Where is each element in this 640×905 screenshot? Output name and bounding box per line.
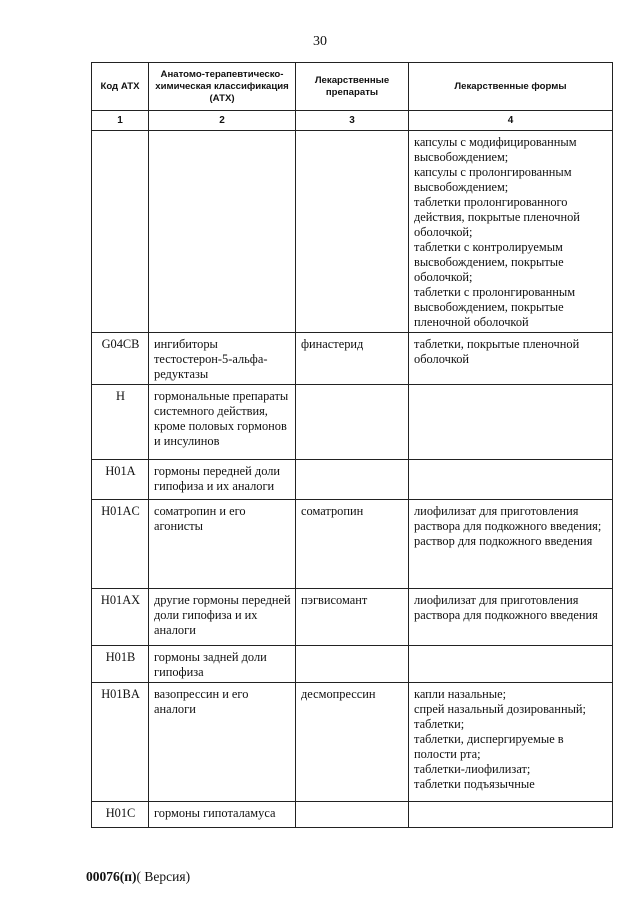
cell-atc-code [92, 131, 149, 333]
cell-drug-name: пэгвисомант [296, 589, 409, 646]
table-row [92, 802, 613, 828]
cell-atc-classification [149, 131, 296, 333]
cell-drug-name: соматропин [296, 500, 409, 589]
footer-document-code: 00076(п) [86, 869, 137, 884]
cell-atc-classification [149, 589, 296, 646]
cell-atc-code: H01C [92, 802, 149, 828]
footer [86, 869, 190, 885]
cell-atc-code: H [92, 385, 149, 460]
column-number: 4 [409, 111, 613, 131]
atc-classification-text: гормоны гипоталамуса [154, 806, 276, 820]
cell-atc-code: G04CB [92, 333, 149, 385]
table-row [92, 131, 613, 333]
dosage-form-item: лиофилизат для приготовления раствора для подкожного введения [414, 593, 598, 622]
dosage-form-item: таблетки, диспергируемые в полости рта; [414, 732, 564, 761]
cell-atc-code: H01B [92, 646, 149, 683]
dosage-form-item: капсулы с пролонгированным высвобождением; [414, 165, 572, 194]
cell-atc-code: H01BA [92, 683, 149, 802]
cell-atc-code: H01A [92, 460, 149, 500]
footer-version: ( Версия) [136, 869, 191, 884]
cell-dosage-forms [409, 460, 613, 500]
table-row [92, 500, 613, 589]
table-body [92, 131, 613, 828]
atc-classification-text: ингибиторы тестостерон-5-альфа-редуктазы [154, 337, 268, 381]
table-row [92, 460, 613, 500]
table-row [92, 683, 613, 802]
cell-atc-classification [149, 646, 296, 683]
cell-drug-name [296, 802, 409, 828]
atc-classification-text: гормоны задней доли гипофиза [154, 650, 267, 679]
atc-classification-text: вазопрессин и его аналоги [154, 687, 249, 716]
cell-dosage-forms [409, 646, 613, 683]
cell-atc-code: H01AC [92, 500, 149, 589]
cell-dosage-forms [409, 683, 613, 802]
dosage-form-item: таблетки пролонгированного действия, покрытые пленочной оболочкой; [414, 195, 580, 239]
table-row [92, 385, 613, 460]
cell-atc-code: H01AX [92, 589, 149, 646]
cell-dosage-forms [409, 385, 613, 460]
header-dosage-forms: Лекарственные формы [409, 63, 613, 111]
cell-atc-classification [149, 802, 296, 828]
cell-dosage-forms [409, 802, 613, 828]
header-atc-code: Код АТХ [92, 63, 149, 111]
cell-drug-name [296, 385, 409, 460]
table-row [92, 589, 613, 646]
column-number: 3 [296, 111, 409, 131]
cell-dosage-forms [409, 131, 613, 333]
atc-classification-text: гормональные препараты системного действия, кроме половых гормонов и инсулинов [154, 389, 289, 448]
dosage-form-item: спрей назальный дозированный; [414, 702, 586, 716]
cell-drug-name [296, 646, 409, 683]
dosage-form-item: таблетки; [414, 717, 465, 731]
cell-drug-name: финастерид [296, 333, 409, 385]
dosage-form-item: таблетки, покрытые пленочной оболочкой [414, 337, 580, 366]
table-row [92, 646, 613, 683]
cell-dosage-forms [409, 333, 613, 385]
cell-dosage-forms [409, 589, 613, 646]
dosage-form-item: капсулы с модифицированным высвобождением; [414, 135, 577, 164]
column-number: 2 [149, 111, 296, 131]
header-drugs: Лекарственные препараты [296, 63, 409, 111]
header-atc-classification: Анатомо-терапевтическо-химическая классификация (АТХ) [149, 63, 296, 111]
atc-classification-text: соматропин и его агонисты [154, 504, 246, 533]
cell-atc-classification [149, 460, 296, 500]
dosage-form-item: таблетки подъязычные [414, 777, 535, 791]
atc-classification-text: другие гормоны передней доли гипофиза и их аналоги [154, 593, 291, 637]
dosage-form-item: таблетки с пролонгированным высвобождением, покрытые пленочной оболочкой [414, 285, 576, 329]
cell-atc-classification [149, 385, 296, 460]
dosage-form-item: капли назальные; [414, 687, 507, 701]
atc-drug-table [91, 62, 613, 828]
dosage-form-item: таблетки с контролируемым высвобождением, покрытые оболочкой; [414, 240, 564, 284]
dosage-form-item: таблетки-лиофилизат; [414, 762, 531, 776]
page-number: 30 [313, 34, 327, 49]
cell-drug-name [296, 460, 409, 500]
cell-atc-classification [149, 683, 296, 802]
atc-classification-text: гормоны передней доли гипофиза и их аналоги [154, 464, 281, 493]
column-number: 1 [92, 111, 149, 131]
cell-drug-name: десмопрессин [296, 683, 409, 802]
table-row [92, 333, 613, 385]
cell-atc-classification [149, 333, 296, 385]
cell-atc-classification [149, 500, 296, 589]
cell-drug-name [296, 131, 409, 333]
dosage-form-item: раствор для подкожного введения [414, 534, 593, 548]
dosage-form-item: лиофилизат для приготовления раствора для подкожного введения; [414, 504, 602, 533]
cell-dosage-forms [409, 500, 613, 589]
